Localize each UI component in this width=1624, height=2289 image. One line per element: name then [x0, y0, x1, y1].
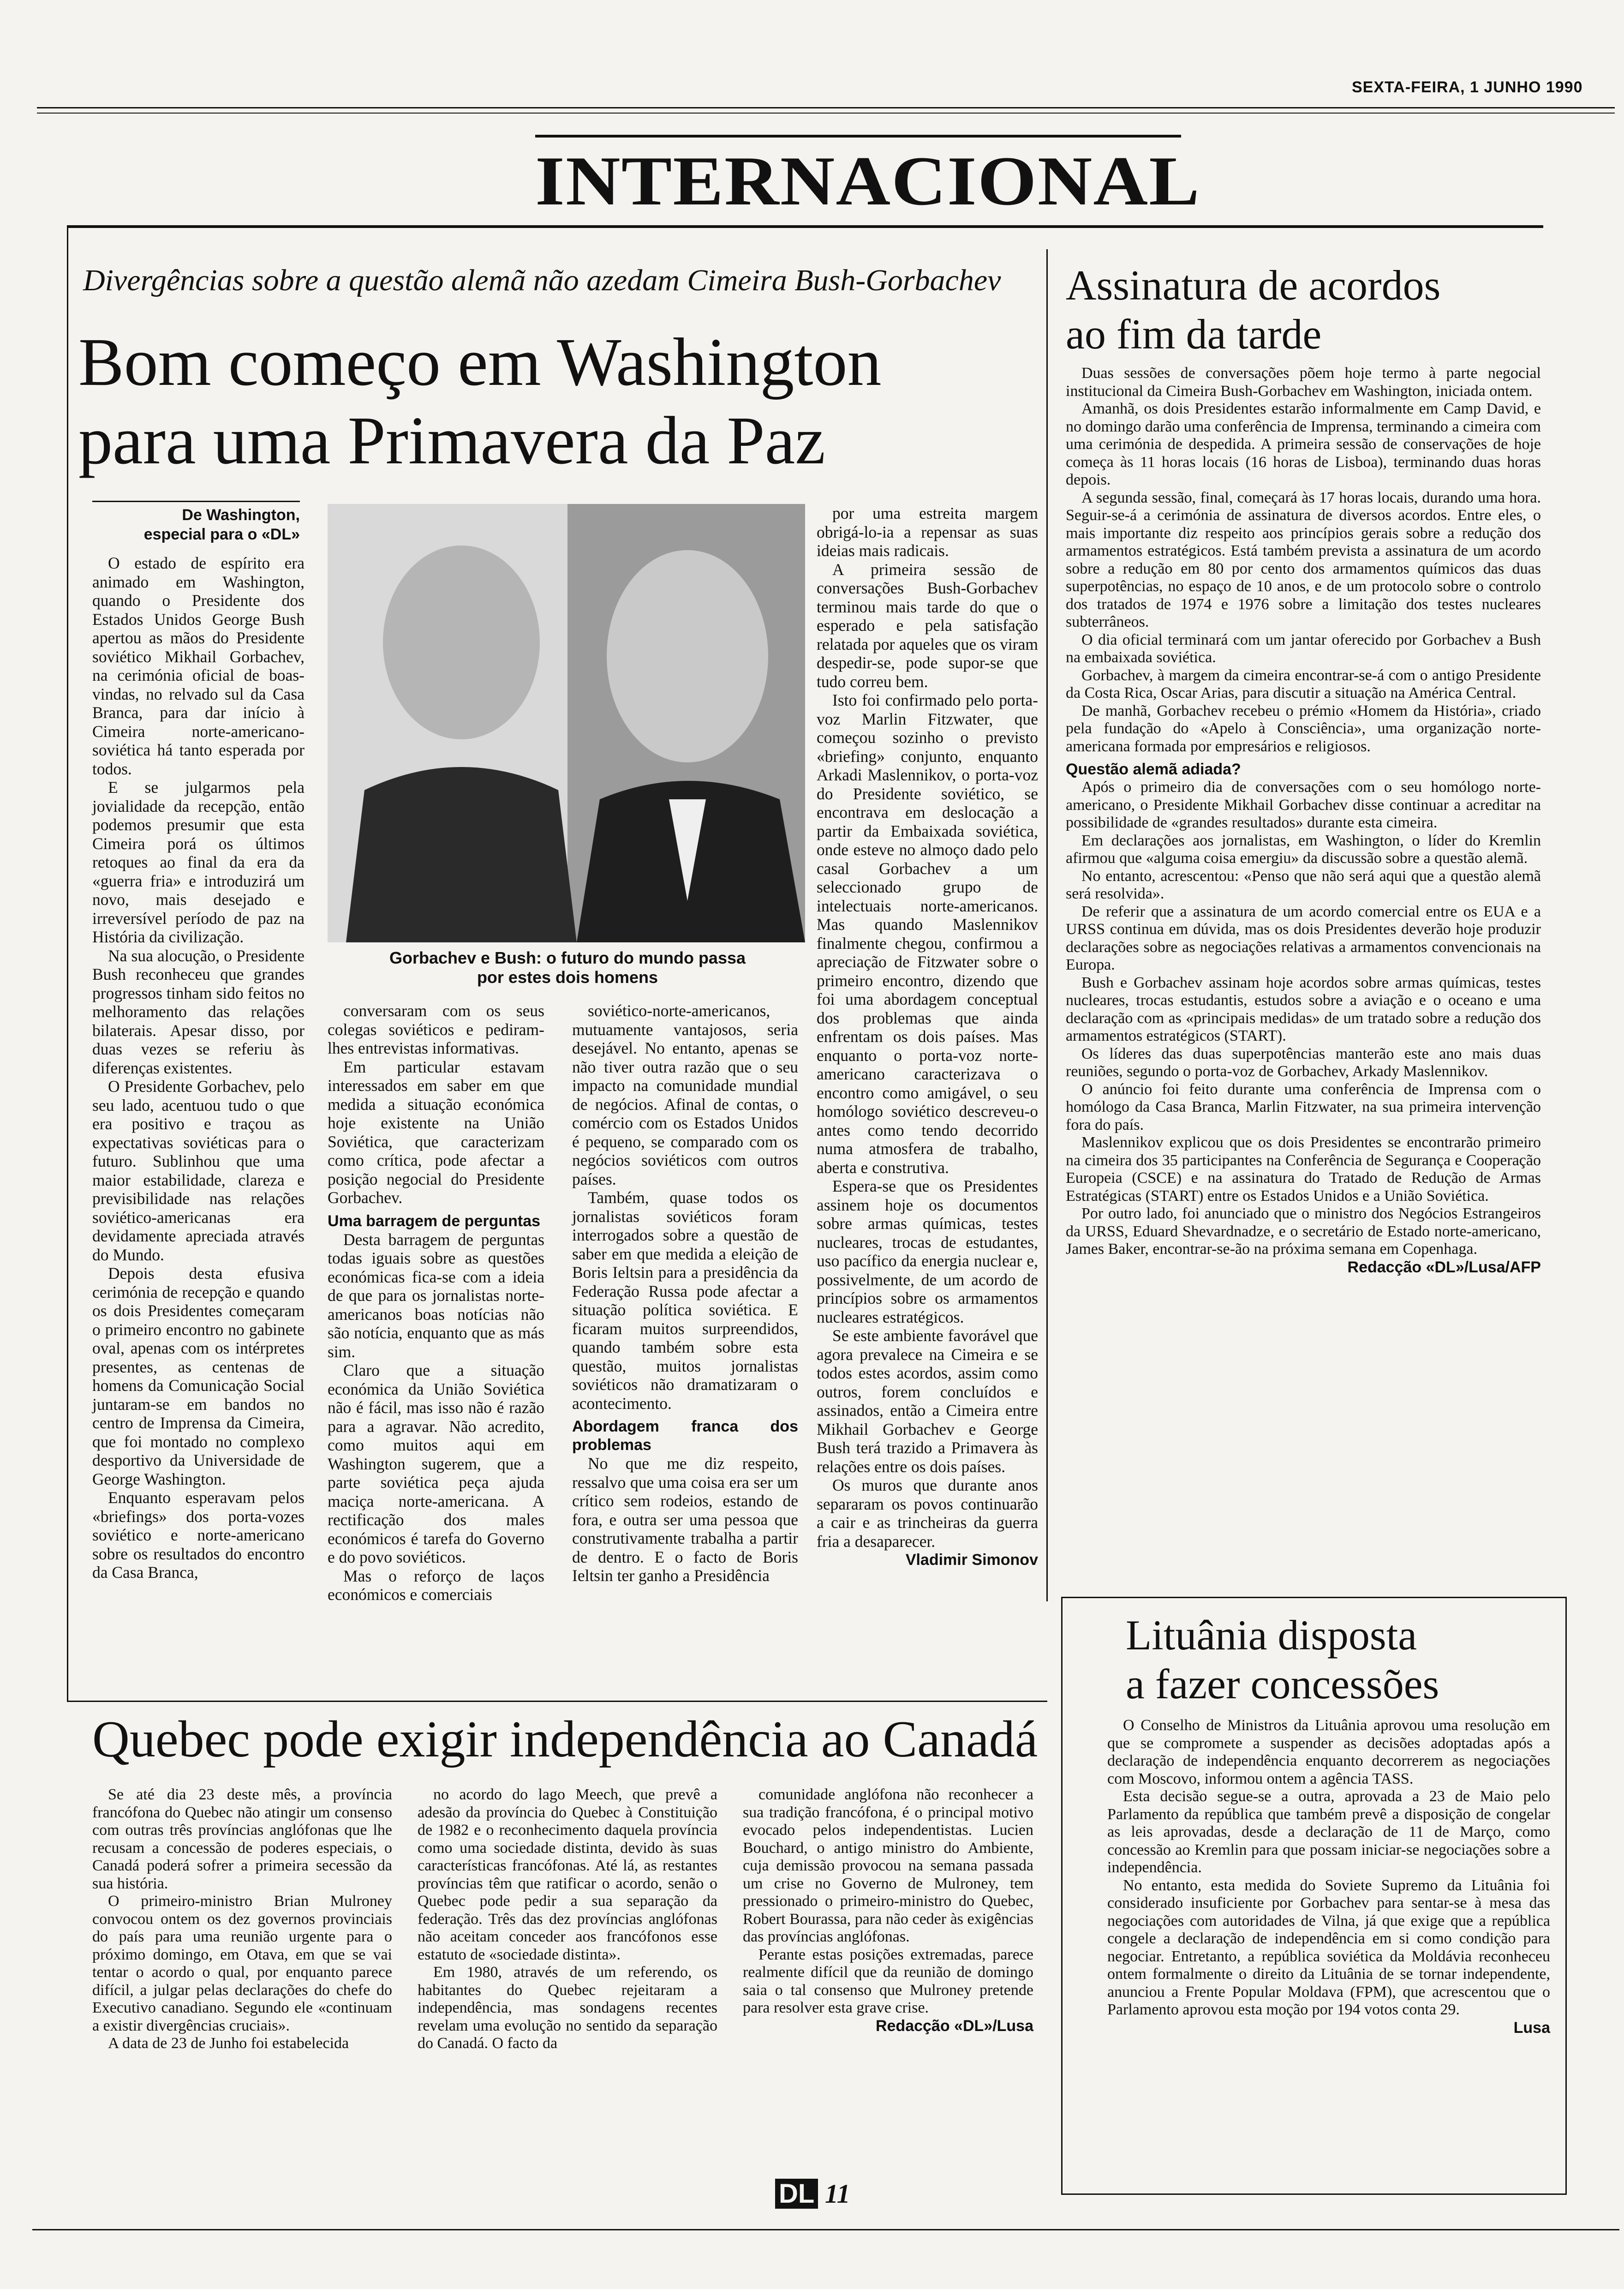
side-para: A segunda sessão, final, começará às 17 horas locais, durando uma hora. Seguir-se-á a cerimónia de assinatura de diversos acordos. Entre eles, o mais importante diz respeito aos princípios gerais sobre a redução dos armamentos estratégicos. Está também prevista a assinatura de um acordo sobre a redução em 80 por cento dos armamentos químicos das duas superpotências, no espaço de 10 anos, e de um protocolo sobre o controlo dos tratados de 1974 e 1976 sobre a limitação dos testes nucleares subterrâneos.	[1066, 489, 1541, 630]
lithuania-para: No entanto, esta medida do Soviete Supremo da Lituânia foi considerado insuficiente por Gorbachev para sentar-se à mesa das negociações com autoridades de Vilna, já que exige que a república congele a declaração de independência em si como condição para negociar. Entretanto, a república soviética da Moldávia reconheceu ontem formalmente o direito da Lituânia de se tornar independente, anunciou a Frente Popular Moldava (FPM), que acrescentou que o Parlamento aprovou esta moção por 194 votos conta 29.	[1107, 1876, 1550, 2018]
quebec-para: Perante estas posições extremadas, parece realmente difícil que da reunião de domingo saia o tal consenso que Mulroney pretende para resolver esta grave crise.	[743, 1946, 1033, 2016]
lithuania-body	[1107, 1717, 1550, 2037]
side-para: No entanto, acrescentou: «Penso que não será aqui que a questão alemã será resolvida».	[1066, 867, 1541, 902]
dl-logo: DL	[775, 2179, 818, 2209]
bottom-border-line	[32, 2229, 1619, 2230]
lithuania-signature: Lusa	[1513, 2019, 1550, 2037]
section-rule-bottom	[67, 225, 1543, 228]
main-col2-para: conversaram com os seus colegas soviéticos e pediram-lhes entrevistas informativas.	[328, 1001, 544, 1057]
main-col1-para: Enquanto esperavam pelos «briefings» dos porta-vozes soviético e norte-americano sobre os resultados do encontro da Casa Branca,	[92, 1488, 304, 1582]
main-headline-line2: para uma Primavera da Paz	[78, 403, 826, 479]
main-col1-para: E se julgarmos pela jovialidade da recepção, então podemos presumir que esta Cimeira porá os últimos retoques ao final da era da «guerra fria» e introduzirá um novo, mais desejado e irreversível período de paz na História da civilização.	[92, 778, 304, 946]
side-para: Maslennikov explicou que os dois Presidentes se encontrarão primeiro na cimeira dos 35 participantes na Conferência de Segurança e Cooperação Europeia (CSCE) e na assinatura do Tratado de Redução de Armas Estratégicas (START) entre os Estados Unidos e a União Soviética.	[1066, 1134, 1541, 1204]
quebec-signature: Redacção «DL»/Lusa	[875, 2017, 1033, 2035]
quebec-col-3	[743, 1786, 1033, 2035]
side-para: O dia oficial terminará com um jantar oferecido por Gorbachev a Bush na embaixada soviética.	[1066, 631, 1541, 666]
subhead-questao-alema: Questão alemã adiada?	[1066, 761, 1241, 778]
main-col2-para: Desta barragem de perguntas todas iguais sobre as questões económicas fica-se com a ideia de que para os jornalistas norte-americanos boas notícias não são notícia, enquanto que as más sim.	[328, 1230, 544, 1361]
main-col1-para: O estado de espírito era animado em Washington, quando o Presidente dos Estados Unidos George Bush apertou as mãos do Presidente soviético Mikhail Gorbachev, na cerimónia oficial de boas-vindas, no relvado sul da Casa Branca, para dar início à Cimeira norte-americano-soviética há tanto esperada por todos.	[92, 554, 304, 778]
lithuania-headline-line1: Lituânia disposta	[1126, 1612, 1417, 1659]
main-col4-para: Espera-se que os Presidentes assinem hoje os documentos sobre armas químicas, testes nucleares, trocas de estudantes, uso pacífico da energia nuclear e, possivelmente, de um acordo de princípios sobre os armamentos nucleares estratégicos.	[817, 1177, 1038, 1326]
main-frame-left	[67, 225, 68, 1702]
quebec-para: Em 1980, através de um referendo, os habitantes do Quebec rejeitaram a independência, mas sondagens recentes revelam uma evolução no sentido da separação do Canadá. O facto da	[418, 1964, 717, 2052]
quebec-para: comunidade anglófona não reconhecer a sua tradição francófona, é o principal motivo evocado pelos independentistas. Lucien Bouchard, o antigo ministro do Ambiente, cuja demissão provocou na semana passada um crise no Governo de Mulroney, tem pressionado o primeiro-ministro do Quebec, Robert Bourassa, para não ceder às exigências das províncias anglófonas.	[743, 1786, 1033, 1945]
lithuania-para: O Conselho de Ministros da Lituânia aprovou uma resolução em que se compromete a suspender as decisões adoptadas após a declaração de independência enquanto decorrerem as negociações com Moscovo, informou ontem a agência TASS.	[1107, 1717, 1550, 1787]
section-title: INTERNACIONAL	[535, 142, 1200, 220]
subhead-abordagem: Abordagem franca dos problemas	[572, 1418, 798, 1454]
main-headline-line1: Bom começo em Washington	[78, 324, 882, 400]
main-col-1	[92, 554, 304, 1582]
side-para: Em declarações aos jornalistas, em Washington, o líder do Kremlin afirmou que «alguma coisa emergiu» da discussão sobre a questão alemã.	[1066, 832, 1541, 867]
side-para: Por outro lado, foi anunciado que o ministro dos Negócios Estrangeiros da URSS, Eduard Shevardnadze, e o secretário de Estado norte-americano, James Baker, encontrar-se-ão na próxima semana em Copenhaga.	[1066, 1205, 1541, 1258]
main-signature: Vladimir Simonov	[905, 1551, 1038, 1569]
side-signature: Redacção «DL»/Lusa/AFP	[1347, 1258, 1541, 1276]
photo-caption	[323, 948, 812, 987]
main-col-2	[328, 1001, 544, 1604]
side-para: O anúncio foi feito durante uma conferência de Imprensa com o homólogo da Casa Branca, Marlin Fitzwater, na sua primeira intervenção fora do país.	[1066, 1080, 1541, 1133]
side-para: Amanhã, os dois Presidentes estarão informalmente em Camp David, e no domingo darão uma conferência de Imprensa, terminando a cimeira com uma cerimónia de despedida. A primeira sessão de conservações de hoje começa às 11 horas locais (16 horas de Lisboa), terminando duas horas depois.	[1066, 400, 1541, 488]
main-col4-para: Se este ambiente favorável que agora prevalece na Cimeira e se todos estes acordos, assim como outros, forem concluídos e assinados, então a Cimeira entre Mikhail Gorbachev e George Bush terá trazido a Primavera às relações entre os dois países.	[817, 1326, 1038, 1476]
main-col-3	[572, 1001, 798, 1585]
main-col4-para: por uma estreita margem obrigá-lo-ia a repensar as suas ideias mais radicais.	[817, 504, 1038, 560]
main-col2-para: Em particular estavam interessados em saber em que medida a situação económica hoje existente na União Soviética, que caracterizam como crítica, pode afectar a posição negocial do Presidente Gorbachev.	[328, 1057, 544, 1207]
main-col1-para: Na sua alocução, o Presidente Bush reconheceu que grandes progressos tinham sido feitos no melhoramento das relações bilaterais. Apesar disso, por duas vezes se referiu às diferenças existentes.	[92, 946, 304, 1077]
caption-line1: Gorbachev e Bush: o futuro do mundo passa	[389, 948, 746, 967]
lithuania-headline	[1126, 1611, 1439, 1708]
byline-line2: especial para o «DL»	[143, 526, 300, 543]
main-frame-divider	[1046, 249, 1048, 1601]
side-para: De manhã, Gorbachev recebeu o prémio «Homem da História», criado pela fundação do «Apelo à Consciência», uma organização norte-americana formada por empresários e religiosos.	[1066, 702, 1541, 755]
photo-illustration	[328, 504, 805, 942]
main-col2-para: Mas o reforço de laços económicos e comerciais	[328, 1566, 544, 1604]
main-frame-bottom	[67, 1701, 1047, 1702]
side-para: Os líderes das duas superpotências manterão este ano mais duas reuniões, segundo o porta-voz de Gorbachev, Arkady Maslennikov.	[1066, 1045, 1541, 1080]
main-col4-para: Os muros que durante anos separaram os povos continuarão a cair e as trincheiras da guerra fria a desaparecer.	[817, 1476, 1038, 1551]
quebec-para: A data de 23 de Junho foi estabelecida	[108, 2035, 349, 2052]
main-col1-para: O Presidente Gorbachev, pelo seu lado, acentuou tudo o que era positivo e traçou as expectativas soviéticas para o futuro. Sublinhou que uma maior estabilidade, clareza e previsibilidade nas relações soviético-americanas era devidamente apreciada através do Mundo.	[92, 1077, 304, 1264]
main-col4-para: A primeira sessão de conversações Bush-Gorbachev terminou mais tarde do que o esperado e pela satisfação relatada por aqueles que os viram despedir-se, pode supor-se que tudo correu bem.	[817, 560, 1038, 691]
main-col3-para: No que me diz respeito, ressalvo que uma coisa era ser um crítico sem rodeios, estando de fora, e outra ser uma pessoa que construtivamente trabalha a partir de dentro. E o facto de Boris Ieltsin ter ganho a Presidência	[572, 1454, 798, 1585]
side-headline	[1066, 261, 1440, 359]
side-para: Após o primeiro dia de conversações com o seu homólogo norte-americano, o Presidente Mikhail Gorbachev disse continuar a acreditar na possibilidade de «grandes resultados» durante esta cimeira.	[1066, 779, 1541, 831]
side-para: De referir que a assinatura de um acordo comercial entre os EUA e a URSS continua em dúvida, mas os dois Presidentes deverão hoje produzir declarações sobre as negociações relativas a armamentos convencionais na Europa.	[1066, 903, 1541, 973]
byline-line1: De Washington,	[182, 506, 300, 524]
side-headline-line2: ao fim da tarde	[1066, 311, 1322, 358]
caption-line2: por estes dois homens	[477, 968, 658, 987]
byline	[69, 505, 300, 544]
quebec-para: O primeiro-ministro Brian Mulroney convocou ontem os dez governos provinciais do país para uma reunião urgente para o próximo domingo, em Otava, em que se vai tentar o acordo o qual, por enquanto parece difícil, a julgar pelas declarações do chefe do Executivo canadiano. Segundo ele «continuam a existir divergências cruciais».	[92, 1893, 392, 2034]
photo-gorbachev-bush	[328, 504, 805, 942]
lithuania-headline-line2: a fazer concessões	[1126, 1660, 1439, 1708]
page-footer	[775, 2178, 850, 2209]
main-col4-para: Isto foi confirmado pelo porta-voz Marlin Fitzwater, que começou sozinho o previsto «briefing» conjunto, enquanto Arkadi Maslennikov, o porta-voz do Presidente soviético, se encontrava em deslocação a partir da Embaixada soviética, onde esteve no almoço dado pelo casal Gorbachev a um seleccionado grupo de intelectuais norte-americanos. Mas quando Maslennikov finalmente chegou, confirmou a apreciação de Fitzwater sobre o primeiro encontro, dizendo que foi uma abordagem conceptual dos problemas que ainda enfrentam os dois países. Mas enquanto o porta-voz norte-americano caracterizava o encontro como amigável, o seu homólogo soviético descreveu-o antes como tendo decorrido numa atmosfera de trabalho, aberta e construtiva.	[817, 691, 1038, 1177]
main-kicker: Divergências sobre a questão alemã não azedam Cimeira Bush-Gorbachev	[83, 264, 1001, 297]
section-rule-top	[535, 135, 1181, 138]
main-col3-para: Também, quase todos os jornalistas soviéticos foram interrogados sobre a questão de saber em que medida a eleição de Boris Ieltsin para a presidência da Federação Russa pode afectar a situação política soviética. E ficaram muitos surpreendidos, quando também sobre esta questão, muitos jornalistas soviéticos não dramatizaram o acontecimento.	[572, 1188, 798, 1413]
lithuania-para: Esta decisão segue-se a outra, aprovada a 23 de Maio pelo Parlamento da república que também prevê a disposição de congelar as leis aprovadas, desde a declaração de 11 de Março, como concessão ao Kremlin para que possam iniciar-se negociações sobre a independência.	[1107, 1788, 1550, 1876]
main-col2-para: Claro que a situação económica da União Soviética não é fácil, mas isso não é razão para a agravar. Não acredito, como muitos aqui em Washington sugerem, que a parte soviética peça ajuda maciça norte-americana. A rectificação dos males económicos é tarefa do Governo e do povo soviéticos.	[328, 1361, 544, 1566]
side-headline-line1: Assinatura de acordos	[1066, 262, 1441, 309]
main-headline	[78, 323, 882, 480]
quebec-para: no acordo do lago Meech, que prevê a adesão da província do Quebec à Constituição de 1982 e o reconhecimento daquela província como uma sociedade distinta, devido às suas características francófonas. Até lá, as restantes províncias têm que ratificar o acordo, senão o Quebec pode pedir a sua separação da federação. Três das dez províncias anglófonas não aceitam conceder aos francófonos esse estatuto de «sociedade distinta».	[418, 1786, 717, 1963]
top-border-line	[37, 107, 1615, 108]
top-border-line-2	[37, 113, 1615, 114]
side-para: Bush e Gorbachev assinam hoje acordos sobre armas químicas, testes nucleares, trocas estudantis, estudos sobre a aviação e o oceano e uma declaração com as «principais medidas» de um tratado sobre a redução dos armamentos estratégicos (START).	[1066, 974, 1541, 1044]
main-col1-para: Depois desta efusiva cerimónia de recepção e quando os dois Presidentes começaram o primeiro encontro no gabinete oval, apenas com os intérpretes presentes, as centenas de homens da Comunicação Social juntaram-se em bandos no centro de Imprensa da Cimeira, que foi montado no complexo desportivo da Universidade de George Washington.	[92, 1264, 304, 1488]
main-col-4	[817, 504, 1038, 1570]
quebec-headline: Quebec pode exigir independência ao Canadá	[92, 1711, 1038, 1768]
quebec-col-2	[418, 1786, 717, 2053]
side-para: Gorbachev, à margem da cimeira encontrar-se-á com o antigo Presidente da Costa Rica, Oscar Arias, para discutir a situação na América Central.	[1066, 666, 1541, 701]
issue-date: SEXTA-FEIRA, 1 JUNHO 1990	[1352, 78, 1583, 96]
page-number: 11	[824, 2179, 850, 2209]
quebec-para: Se até dia 23 deste mês, a província francófona do Quebec não atingir um consenso com outras três províncias anglófonas que lhe recusam a concessão de poderes especiais, o Canadá poderá sofrer a primeira secessão da sua história.	[92, 1786, 392, 1892]
subhead-barragem: Uma barragem de perguntas	[328, 1212, 541, 1230]
side-article-body	[1066, 365, 1541, 1276]
main-col3-para: soviético-norte-americanos, mutuamente vantajosos, seria desejável. No entanto, apenas se não tiver outra razão que o seu impacto na comunidade mundial de negócios. Afinal de contas, o comércio com os Estados Unidos é pequeno, se comparado com os negócios soviéticos com outros países.	[572, 1001, 798, 1188]
byline-rule	[92, 501, 300, 502]
quebec-col-1	[92, 1786, 392, 2053]
side-para: Duas sessões de conversações põem hoje termo à parte negocial institucional da Cimeira Bush-Gorbachev em Washington, iniciada ontem.	[1066, 365, 1541, 400]
